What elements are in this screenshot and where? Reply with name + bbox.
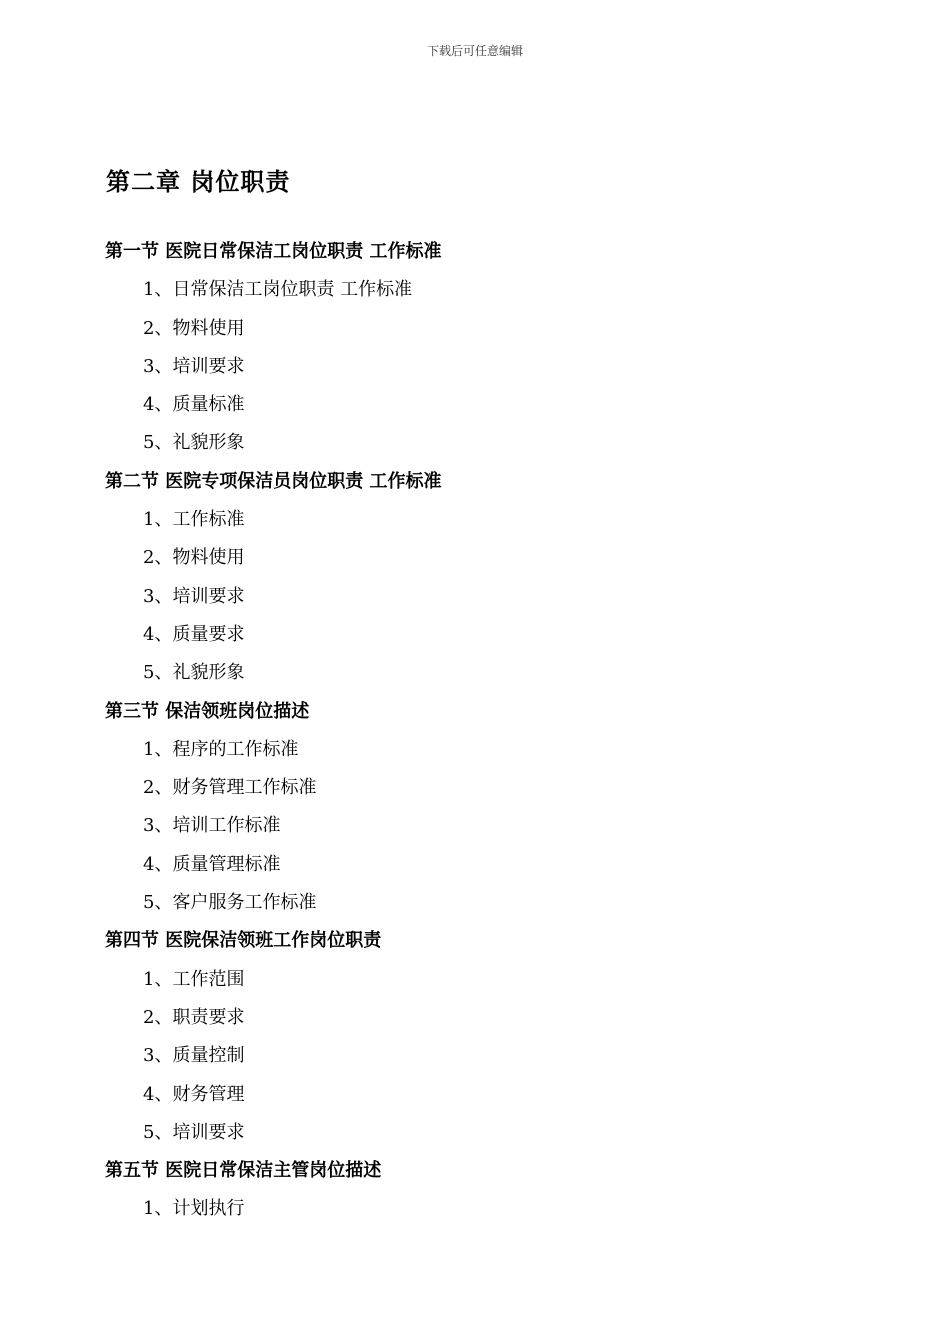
toc-item: 1、工作标准 (143, 509, 245, 531)
table-of-contents (105, 233, 805, 1229)
toc-section-3: 第三节 保洁领班岗位描述 (105, 700, 310, 722)
toc-item: 4、质量标准 (143, 394, 245, 416)
toc-item: 2、物料使用 (143, 547, 245, 569)
toc-item: 1、工作范围 (143, 968, 245, 990)
toc-item: 3、培训要求 (143, 585, 245, 607)
toc-item: 3、培训要求 (143, 355, 245, 377)
toc-item: 5、礼貌形象 (143, 432, 245, 454)
toc-item: 1、计划执行 (143, 1198, 245, 1220)
toc-item: 1、程序的工作标准 (143, 738, 299, 760)
toc-section-5: 第五节 医院日常保洁主管岗位描述 (105, 1160, 382, 1182)
toc-item: 4、质量要求 (143, 623, 245, 645)
chapter-title: 第二章 岗位职责 (106, 168, 291, 196)
toc-item: 4、财务管理 (143, 1083, 245, 1105)
toc-item: 3、质量控制 (143, 1045, 245, 1067)
page-header-note: 下载后可任意编辑 (426, 44, 523, 58)
toc-item: 1、日常保洁工岗位职责 工作标准 (143, 279, 413, 301)
toc-item: 2、职责要求 (143, 1006, 245, 1028)
toc-item: 3、培训工作标准 (143, 815, 281, 837)
toc-section-1: 第一节 医院日常保洁工岗位职责 工作标准 (105, 241, 442, 262)
toc-section-2: 第二节 医院专项保洁员岗位职责 工作标准 (105, 470, 442, 492)
toc-item: 2、物料使用 (143, 317, 245, 339)
toc-item: 4、质量管理标准 (143, 853, 281, 875)
toc-section-4: 第四节 医院保洁领班工作岗位职责 (105, 930, 382, 952)
toc-item: 5、礼貌形象 (143, 662, 245, 684)
toc-item: 2、财务管理工作标准 (143, 777, 317, 799)
toc-item: 5、客户服务工作标准 (143, 892, 317, 914)
toc-item: 5、培训要求 (143, 1121, 245, 1143)
